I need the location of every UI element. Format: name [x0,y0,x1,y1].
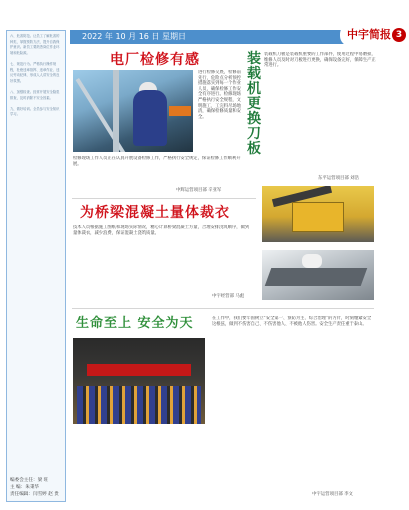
article2-body: 装载机刀板是装载机重要的工作部件，使用过程中易磨损，维修人员及时对刀板进行更换，确保设备完好，保障生产正常进行。 [264,52,376,69]
article2-photo-loader [262,186,374,242]
article1-photo [73,70,193,152]
credit-supervisor: 编委会主任：梁 旺 [10,478,49,483]
newspaper-logo: 中宇简报 [340,24,398,46]
article4-source: 中宇运营项目部 李文 [312,492,353,497]
issue-date: 2022 年 10 月 16 日 星期日 [82,32,186,41]
article3-source: 中宇经营部 马彪 [212,294,245,299]
article4-body: 在工作中，我们要牢固树立“安全第一、预防为主、综合治理”的方针，时刻绷紧安全这根弦，做到不伤害自己、不伤害他人、不被他人伤害。安全生产责任重于泰山。 [212,316,372,327]
editorial-credits [10,477,62,498]
article2-title: 装载机更换刀板 [247,51,261,157]
page-number: 3 [392,28,406,42]
article1-title: 电厂检修有感 [110,52,200,68]
credit-editors: 责任编辑：闫雪婷 赵 贵 [10,492,59,497]
article4-body-continued [73,428,205,492]
left-column-text: 六、危害防范。让员工了解危害的种类，掌握预防方法，提升自我保护意识。新员工要熟悉岗位作业环境和危险源。 七、规范行为。严格执行操作规程，杜绝违章指挥、违章作业、违反劳动纪律，形成人人讲安全的良好氛围。 八、加强检查。经常开展安全隐患排查，及时消除不安全因素。 九、做好培训。全员参与安全知识学习。 [10,34,60,117]
article2-source: 东平运营项目部 刘浩 [318,176,359,181]
article2-photo-blade [262,250,374,300]
page-header-bar [70,28,403,44]
article4-photo [73,338,205,424]
article3-body: 技术人员根据施工图纸和现场实际情况，精心计算桥梁混凝土方量，合理安排浇筑顺序，做到量体裁衣，减少浪费，保证混凝土浇筑质量。 [73,225,250,236]
article1-source: 中辉运营项目部 辛亚军 [176,188,222,193]
divider-2 [72,308,374,309]
left-sidebar-column [6,30,66,502]
article3-title: 为桥梁混凝土量体裁衣 [80,205,230,221]
article1-body: 进行检修交底，检修前先行，危险点分析预控措施落实到每一个作业人员，确保检修工作安全有序进行。检修现场严格执行安全规程，文明施工，工完料尽场地清，确保检修质量和安全。 [198,70,241,120]
article1-caption: 检修现场工作人员正在认真开展设备检修工作，严格执行安全规定，保证检修工作顺利开展。 [73,156,241,167]
article4-title: 生命至上 安全为天 [76,316,194,331]
credit-editor-chief: 主 编：朱秉华 [10,485,40,490]
divider-1 [72,198,256,199]
